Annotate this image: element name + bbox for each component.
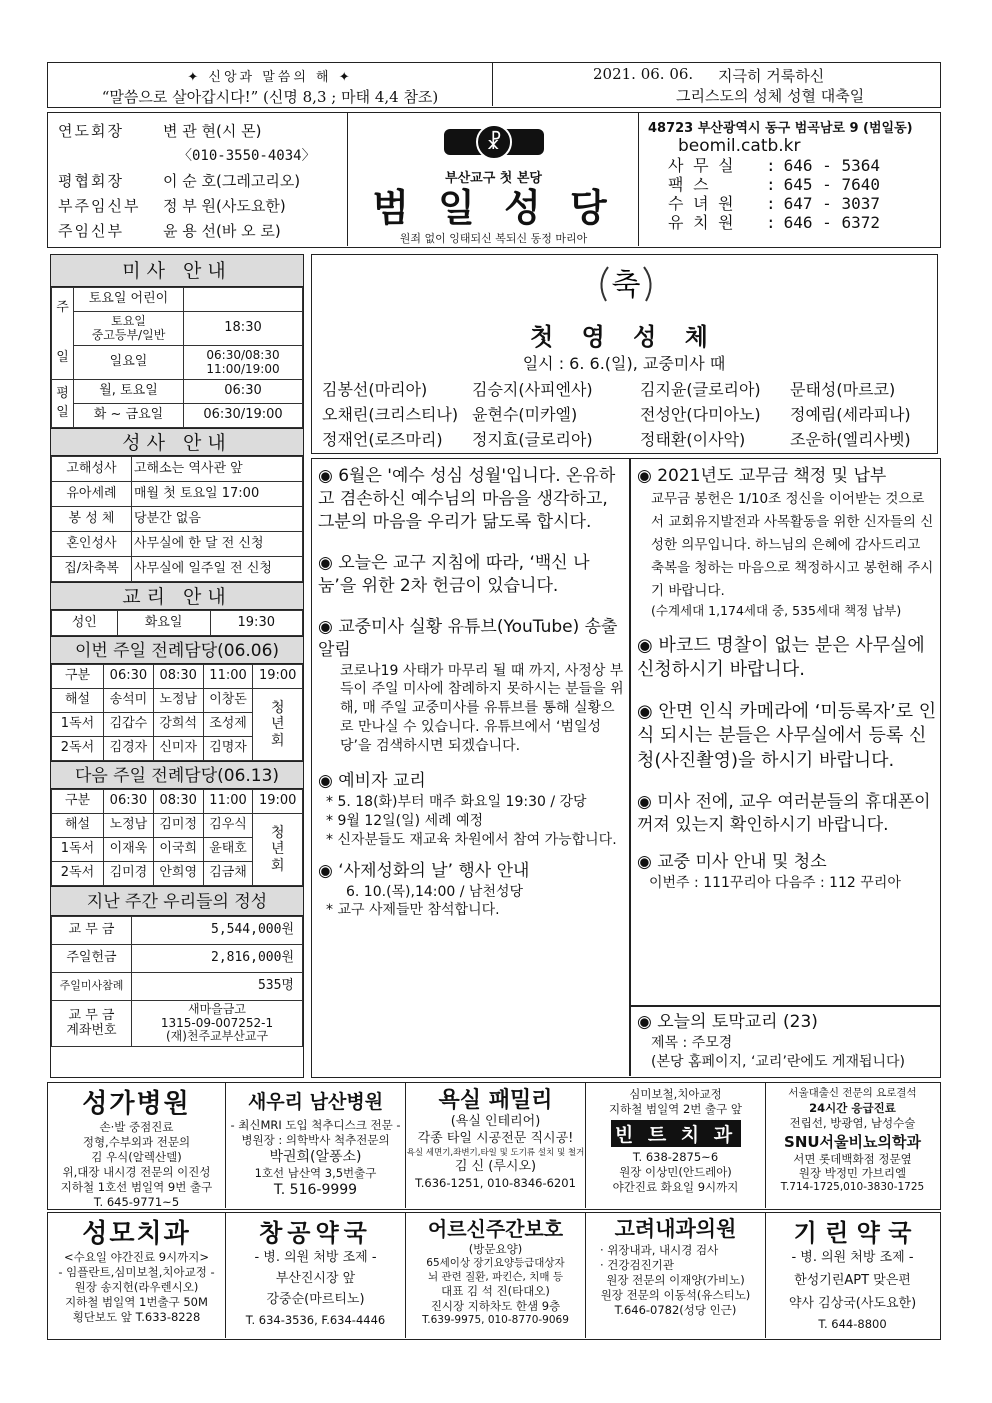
news-phones: ◉ 미사 전에, 교우 여러분들의 휴대폰이 꺼져 있는지 확인하시기 바랍니다. bbox=[637, 791, 931, 835]
ad-girin-pharmacy[interactable]: 기 린 약 국 - 병. 의원 처방 조제 - 한성기린APT 맞은편 약사 김상국(사도요한) T. 644-8800 bbox=[788, 1218, 917, 1331]
news-tithe-note: (수계세대 1,174세대 중, 535세대 책정 납부) bbox=[651, 602, 902, 618]
communicant: 정지효(글로리아) bbox=[472, 430, 593, 449]
feast-line1: 지극히 거룩하신 bbox=[718, 67, 825, 85]
ads-row-2 bbox=[47, 1212, 941, 1340]
news-priest-day-line: * 교구 사제들만 참석합니다. bbox=[326, 902, 500, 919]
news-sacred-heart: ◉ 6월은 '예수 성심 성월'입니다. 온유하고 겸손하신 예수님의 마음을 생각하고, 그분의 마음을 우리가 닮도록 합시다. bbox=[318, 466, 616, 532]
news-catechumen-line: * 신자분들도 재교육 차원에서 참여 가능합니다. bbox=[326, 831, 617, 848]
communicant: 조운하(엘리사벳) bbox=[790, 430, 911, 449]
officer-row: 주임신부 윤 용 선(바 오 로) bbox=[58, 222, 281, 240]
parish-patron: 원죄 없이 잉태되신 복되신 동정 마리아 bbox=[399, 232, 588, 245]
chi-rho-emblem-icon bbox=[439, 121, 549, 163]
communicant: 김승지(사피엔사) bbox=[472, 380, 593, 399]
catechism-table: 성인 화요일 19:30 bbox=[51, 610, 303, 636]
communicant: 오채린(크리스티나) bbox=[322, 405, 459, 424]
badge-char: 축 bbox=[611, 268, 641, 303]
column-divider bbox=[629, 459, 631, 1076]
ad-senior-daycare[interactable]: 어르신주간보호 (방문요양) 65세이상 장기요양등급대상자 뇌 관련 질환, 파킨슨, 치매 등 대표 김 석 진(타대오) 진시장 지하차도 한샘 9층 T.639-9975, 010-8770-9069 bbox=[406, 1213, 586, 1338]
this-week-table: 구분 06:30 08:30 11:00 19:00 해설 송석미 노정남 이창돈 청 년 회 1독서 김갑수 강희석 조성제 2독서 김경자 신미자 김명자 bbox=[51, 664, 303, 761]
masthead bbox=[47, 112, 941, 248]
parish-website[interactable]: beomil.catb.kr bbox=[678, 136, 801, 156]
news-left-column bbox=[318, 465, 626, 920]
right-divider bbox=[631, 1005, 940, 1007]
mass-title: 미사 안내 bbox=[51, 255, 303, 287]
ad-snu-urology[interactable]: 서울대출신 전문의 요로결석 24시간 응급진료 전립선, 방광염, 남성수술 SNU서울비뇨의학과 서면 롯데백화점 정문옆 원장 박정민 가브리엘 T.714-1725,010-3830-1725 bbox=[780, 1087, 925, 1194]
news-catechism-line: 제목 : 주모경 bbox=[651, 1034, 733, 1051]
news-area bbox=[311, 458, 941, 1078]
header-date: 2021. 06. 06. bbox=[593, 65, 694, 83]
news-catechumen-title: ◉ 예비자 교리 bbox=[318, 771, 426, 792]
news-catechism-title: ◉ 오늘의 토막교리 (23) bbox=[637, 1012, 818, 1032]
svg-text:☧: ☧ bbox=[485, 130, 502, 154]
officer-row: 〈010-3550-4034〉 bbox=[178, 148, 316, 164]
communicant: 김봉선(마리아) bbox=[322, 380, 428, 399]
next-week-title: 다음 주일 전례담당(06.13) bbox=[51, 761, 303, 789]
ad-sungmo-dental[interactable]: 성모치과 <수요일 야간진료 9시까지> - 임플란트,심미보철,치아교정 - 원장 송지헌(라우렌시오) 지하철 범일역 1번출구 50M 횡단보도 앞 T.633-8228 bbox=[48, 1213, 226, 1338]
mass-table: 주 일 토요일 어린이 토요일 중고등부/일반 18:30 일요일 06:30/08:30 11:00/19:00 평 일 월, 토요일 06:30 화 ~ 금요일 06:30/19:00 bbox=[51, 287, 303, 428]
offerings-title: 지난 주간 우리들의 정성 bbox=[51, 886, 303, 916]
news-catechism-line: (본당 홈페이지, ‘교리’란에도 게재됩니다) bbox=[651, 1053, 906, 1070]
news-catechism-box bbox=[637, 1011, 937, 1072]
communicant: 정재언(로즈마리) bbox=[322, 430, 443, 449]
news-catechumen-line: * 9월 12일(일) 세례 예정 bbox=[326, 812, 484, 829]
news-youtube-body: 코로나19 사태가 마무리 될 때 까지, 사정상 부득이 주일 미사에 참례하지 못하시는 분들을 위해, 매 주일 교중미사를 유튜브를 통해 실황으로 만나실 수 있습니다. 유튜브에서 ‘범일성당’을 검색하시면 되겠습니다. bbox=[340, 662, 624, 755]
laurel-icon bbox=[592, 261, 660, 307]
news-mass-cleaning-body: 이번주 : 111꾸리아 다음주 : 112 꾸리아 bbox=[649, 874, 901, 891]
communicant: 윤현수(미카엘) bbox=[472, 405, 578, 424]
parish-name: 범 일 성 당 bbox=[372, 185, 615, 230]
communicant: 정예림(세라피나) bbox=[790, 405, 911, 424]
weekday-label: 평 일 bbox=[52, 380, 74, 428]
communicant: 전성안(다미아노) bbox=[640, 405, 761, 424]
officer-row: 연도회장 변 관 현(시 몬) bbox=[58, 122, 262, 140]
ad-namsan-hospital[interactable]: 새우리 남산병원 - 최신MRI 도입 척추디스크 전문 - 병원장 : 의학박사 척추전문의 박권희(알퐁소) 1호선 남산역 3,5번출구 T. 516-9999 bbox=[226, 1083, 406, 1208]
contact-row: 팩 스 : 645 - 7640 bbox=[668, 175, 880, 194]
next-week-table: 구분 06:30 08:30 11:00 19:00 해설 노정남 김미정 김우식 청 년 회 1독서 이재욱 이국희 윤태호 2독서 김미경 안희영 김금채 bbox=[51, 789, 303, 886]
feast-line2: 그리스도의 성체 성혈 대축일 bbox=[676, 87, 865, 105]
officer-row: 평협회장 이 순 호(그레고리오) bbox=[58, 172, 301, 190]
news-priest-day-title: ◉ ‘사제성화의 날’ 행사 안내 bbox=[318, 860, 530, 881]
parish-address: 48723 부산광역시 동구 범곡남로 9 (범일동) bbox=[648, 121, 913, 136]
parish-contacts bbox=[648, 117, 938, 232]
catechism-title: 교리 안내 bbox=[51, 582, 303, 610]
officers-block bbox=[48, 113, 348, 246]
communicant: 문태성(마르코) bbox=[790, 380, 896, 399]
sacraments-table: 고해성사 고해소는 역사관 앞 유아세례 매월 첫 토요일 17:00 봉 성 체 당분간 없음 혼인성사 사무실에 한 달 전 신청 집/차축복 사무실에 일주일 전 신청 bbox=[51, 456, 303, 582]
sunday-label: 주 일 bbox=[52, 288, 74, 380]
officer-row: 부주임신부 정 부 원(사도요한) bbox=[58, 197, 286, 215]
communion-when: 일시 : 6. 6.(일), 교중미사 때 bbox=[522, 354, 726, 373]
contact-row: 유 치 원 : 646 - 6372 bbox=[668, 213, 880, 232]
header-motto: “말씀으로 살아갑시다!” (신명 8,3 ; 마태 4,4 참조) bbox=[101, 88, 439, 106]
news-tithe-body: 교무금 봉헌은 1/10조 정신을 이어받는 것으로서 교회유지발전과 사목활동을 위한 신자들의 신성한 의무입니다. 하느님의 은혜에 감사드리고 축복을 청하는 마음으로 책정하시고 봉헌해 주시기 바랍니다. bbox=[651, 490, 934, 599]
communicant: 정태환(이사악) bbox=[640, 430, 746, 449]
ad-korea-internal-medicine[interactable]: 고려내과의원 · 위장내과, 내시경 검사 · 건강검진기관 원장 전문의 이재양(가비노) 원장 전문의 이동석(유스티노) T.646-0782(성당 인근) bbox=[586, 1213, 766, 1338]
news-face-camera: ◉ 안면 인식 카메라에 ‘미등록자’로 인식 되시는 분들은 사무실에서 등록 신청(사진촬영)을 하시기 바랍니다. bbox=[637, 701, 937, 771]
news-barcode: ◉ 바코드 명찰이 없는 분은 사무실에 신청하시기 바랍니다. bbox=[637, 634, 925, 680]
communicant-list bbox=[322, 377, 932, 452]
ad-bath-family[interactable]: 욕실 패밀리 (욕실 인테리어) 각종 타일 시공전문 직시공! 욕실 세면기,좌변기,타일 및 도기류 설치 및 철거 김 신 (루시오) T.636-1251, 010-8346-6201 bbox=[406, 1083, 586, 1208]
news-tithe-title: ◉ 2021년도 교무금 책정 및 납부 bbox=[637, 466, 887, 486]
ad-vint-dental[interactable]: 심미보철,치아교정 지하철 범일역 2번 출구 앞 빈 트 치 과 T. 638-2875~6 원장 이상민(안드레아) 야간진료 화요일 9시까지 bbox=[586, 1083, 766, 1208]
motto-block bbox=[48, 63, 493, 106]
news-right-column bbox=[637, 465, 937, 893]
this-week-title: 이번 주일 전례담당(06.06) bbox=[51, 636, 303, 664]
first-communion-box bbox=[311, 254, 938, 454]
ad-sungga-hospital[interactable]: 성가병원 손·발 중점진료 정형,수부외과 전문의 김 우식(알렉산델) 위,대장 내시경 전문의 이진성 지하철 1호선 범일역 9번 출구 T. 645-9771~5 bbox=[48, 1083, 226, 1208]
left-sidebar bbox=[50, 254, 304, 1078]
parish-logo-block bbox=[349, 113, 639, 246]
news-youtube-title: ◉ 교중미사 실황 유튜브(YouTube) 송출 알림 bbox=[318, 616, 618, 660]
news-priest-day-line: 6. 10.(목),14:00 / 남천성당 bbox=[346, 883, 524, 900]
news-catechumen-line: * 5. 18(화)부터 매주 화요일 19:30 / 강당 bbox=[326, 793, 587, 810]
news-mass-cleaning-title: ◉ 교중 미사 안내 및 청소 bbox=[637, 851, 827, 872]
ad-changgong-pharmacy[interactable]: 창공약국 - 병. 의원 처방 조제 - 부산진시장 앞 강중순(마르티노) T. 634-3536, F.634-4446 bbox=[226, 1213, 406, 1338]
header-bar bbox=[47, 62, 941, 108]
offerings-table: 교 무 금 5,544,000원 주일헌금 2,816,000원 주일미사참례 535명 교 무 금 계좌번호 새마을금고 1315-09-007252-1 (재)천주교부산교구 bbox=[51, 916, 303, 1047]
contact-row: 사 무 실 : 646 - 5364 bbox=[668, 156, 880, 175]
communion-title: 첫 영 성 체 bbox=[530, 322, 718, 351]
celebration-badge bbox=[592, 261, 660, 311]
ads-row-1 bbox=[47, 1082, 941, 1210]
header-subtitle: ✦ 신앙과 말씀의 해 ✦ bbox=[187, 70, 353, 85]
news-vaccine-collection: ◉ 오늘은 교구 지침에 따라, ‘백신 나눔’을 위한 2차 헌금이 있습니다. bbox=[318, 552, 590, 596]
parish-diocese: 부산교구 첫 본당 bbox=[445, 171, 542, 186]
sacraments-title: 성사 안내 bbox=[51, 428, 303, 456]
contact-row: 수 녀 원 : 647 - 3037 bbox=[668, 194, 880, 213]
communicant: 김지윤(글로리아) bbox=[640, 380, 761, 399]
